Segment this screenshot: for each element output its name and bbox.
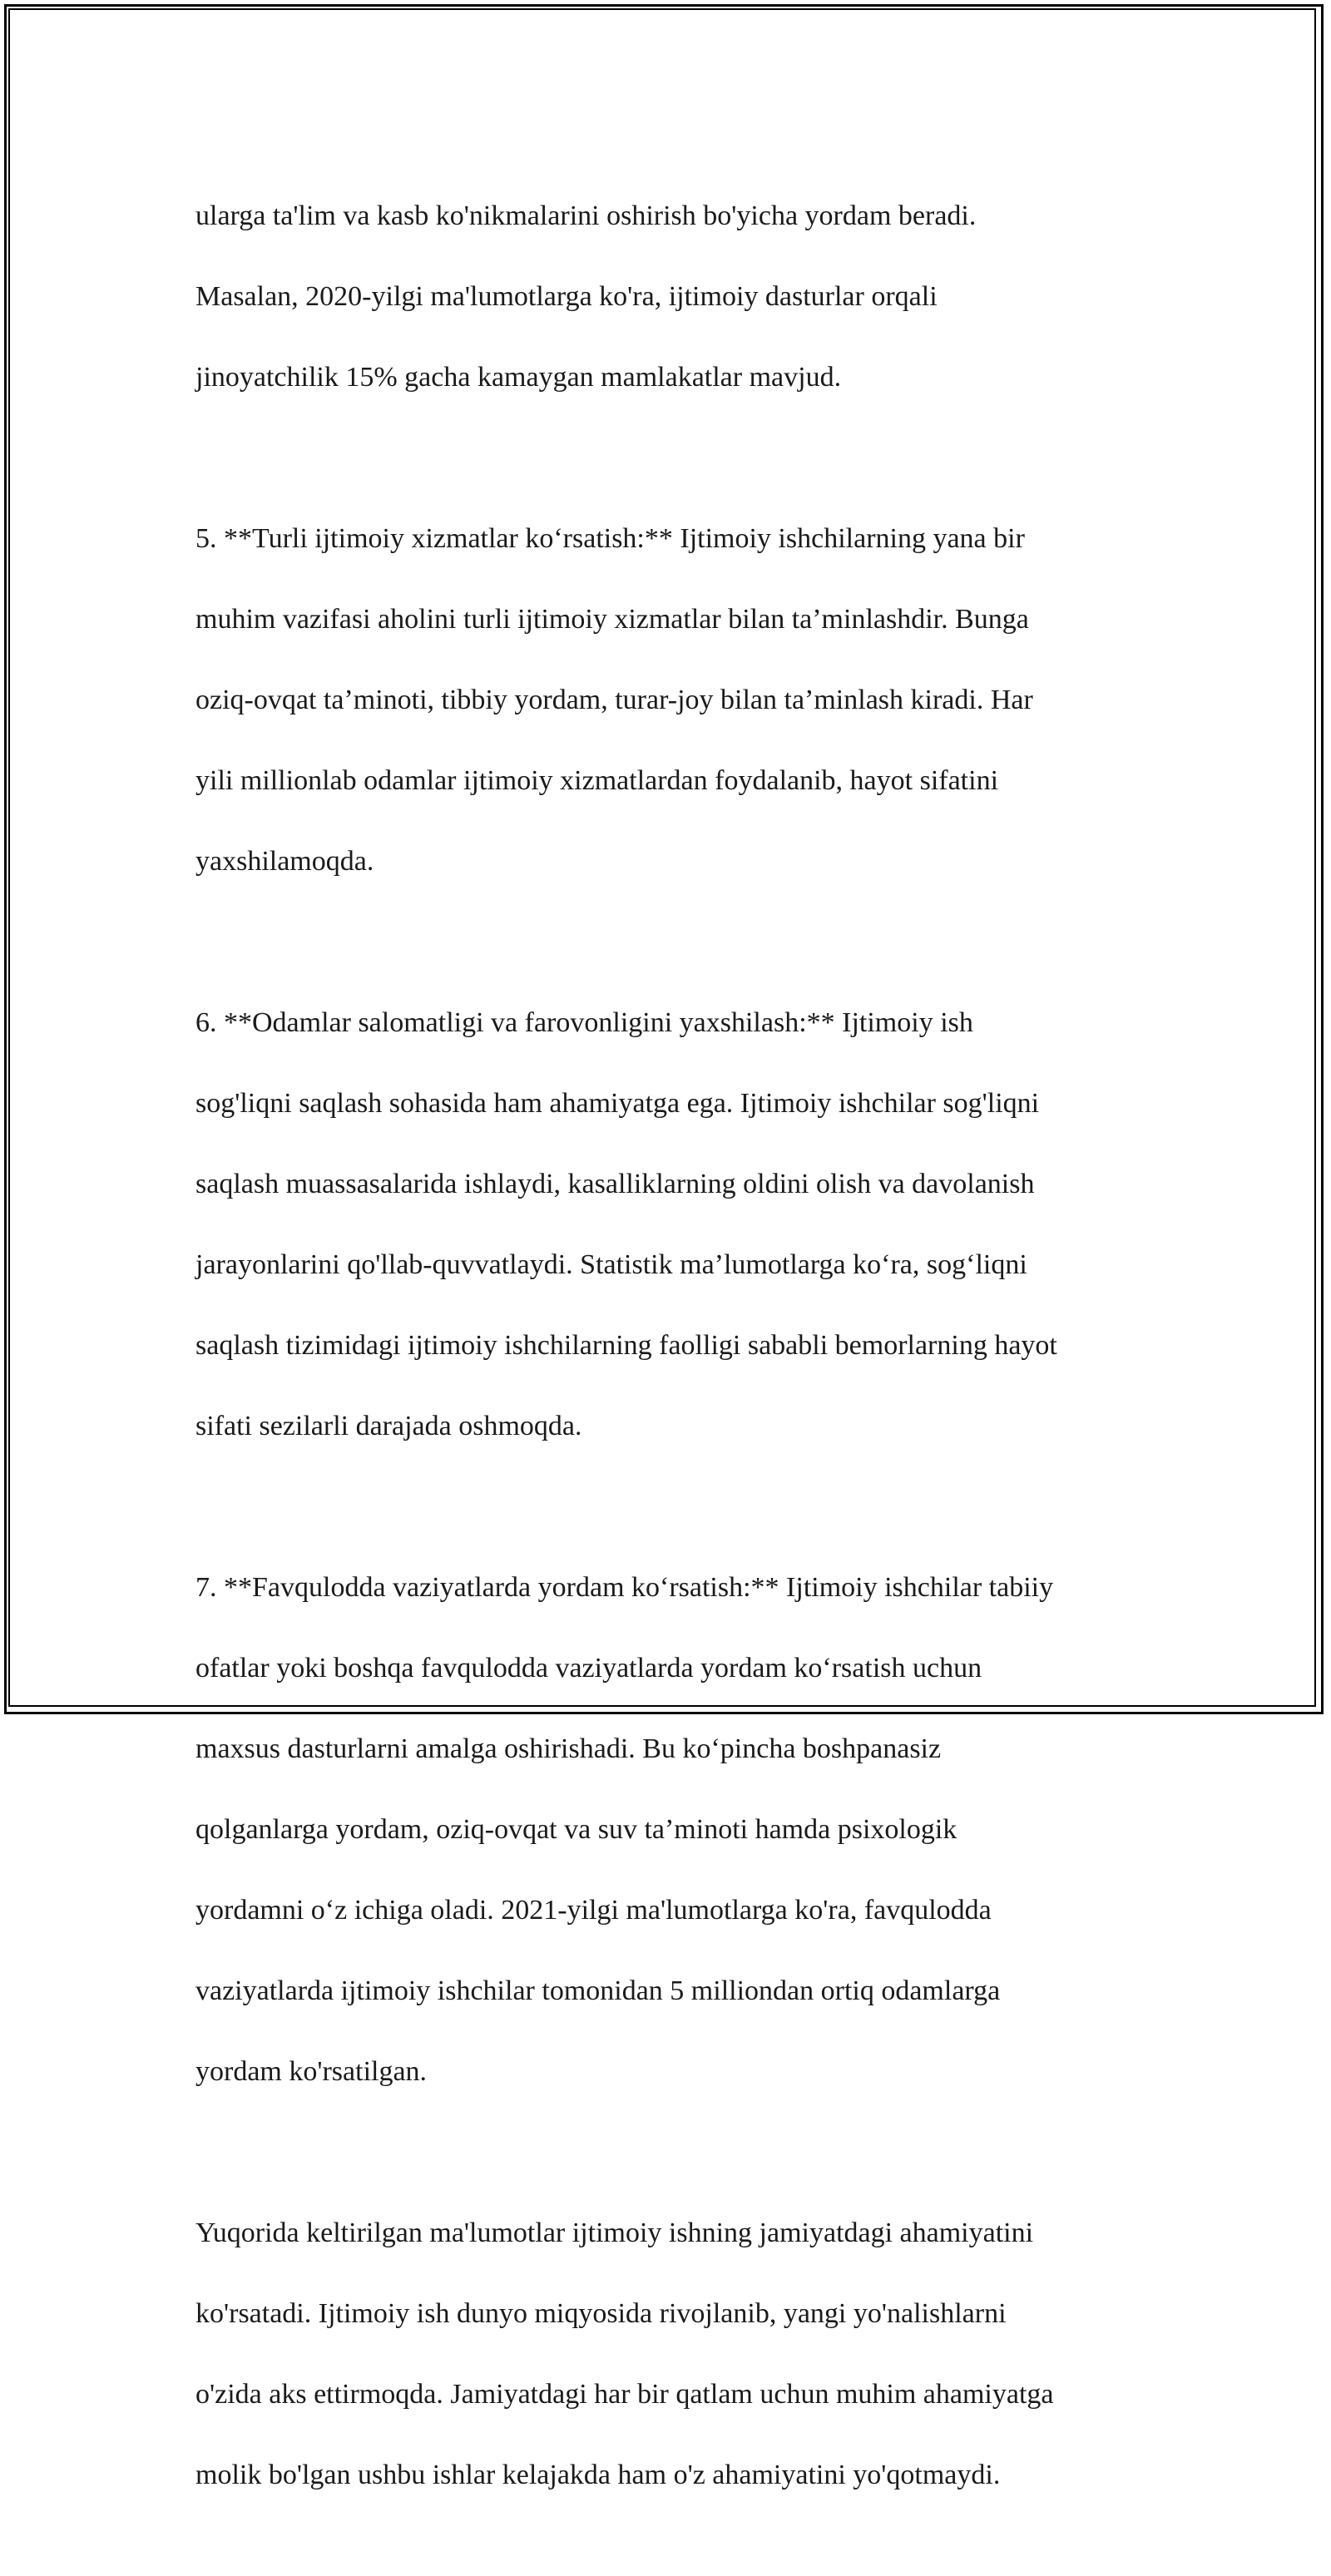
text-line: sog'liqni saqlash sohasida ham ahamiyatga ega. Ijtimoiy ishchilar sog'liqni (195, 1087, 1040, 1119)
text-line: yordam ko'rsatilgan. (195, 2055, 428, 2087)
text-line: sifati sezilarli darajada oshmoqda. (195, 1410, 582, 1441)
text-line: ofatlar yoki boshqa favqulodda vaziyatlarda yordam ko‘rsatish uchun (195, 1652, 982, 1684)
text-line: o'zida aks ettirmoqda. Jamiyatdagi har bir qatlam uchun muhim ahamiyatga (195, 2378, 1054, 2410)
document-body (195, 156, 1136, 2576)
text-line: molik bo'lgan ushbu ishlar kelajakda ham o'z ahamiyatini yo'qotmaydi. (195, 2459, 1001, 2490)
text-line: yordamni o‘z ichiga oladi. 2021-yilgi ma'lumotlarga ko'ra, favqulodda (195, 1894, 992, 1926)
text-line: maxsus dasturlarni amalga oshirishadi. Bu ko‘pincha boshpanasiz (195, 1733, 942, 1764)
text-line: Yuqorida keltirilgan ma'lumotlar ijtimoiy ishning jamiyatdagi ahamiyatini (195, 2217, 1034, 2248)
text-line: 5. **Turli ijtimoiy xizmatlar ko‘rsatish:** Ijtimoiy ishchilarning yana bir (195, 522, 1025, 554)
text-line: saqlash muassasalarida ishlaydi, kasalliklarning oldini olish va davolanish (195, 1168, 1035, 1199)
text-line: muhim vazifasi aholini turli ijtimoiy xizmatlar bilan ta’minlashdir. Bunga (195, 603, 1029, 635)
paragraph-conclusion (195, 2173, 1136, 2536)
text-line: saqlash tizimidagi ijtimoiy ishchilarning faolligi sababli bemorlarning hayot (195, 1329, 1057, 1361)
text-line: ularga ta'lim va kasb ko'nikmalarini oshirish bo'yicha yordam beradi. (195, 200, 977, 231)
text-line: jarayonlarini qo'llab-quvvatlaydi. Statistik ma’lumotlarga ko‘ra, sog‘liqni (195, 1248, 1027, 1280)
text-line: yaxshilamoqda. (195, 845, 374, 877)
text-line: yili millionlab odamlar ijtimoiy xizmatlardan foydalanib, hayot sifatini (195, 764, 999, 796)
paragraph-item-7 (195, 1527, 1136, 2133)
paragraph-intro-continuation (195, 156, 1136, 438)
text-line: 7. **Favqulodda vaziyatlarda yordam ko‘rsatish:** Ijtimoiy ishchilar tabiiy (195, 1571, 1054, 1603)
paragraph-item-5 (195, 478, 1136, 922)
text-line: oziq-ovqat ta’minoti, tibbiy yordam, turar-joy bilan ta’minlash kiradi. Har (195, 684, 1033, 715)
text-line: qolganlarga yordam, oziq-ovqat va suv ta’minoti hamda psixologik (195, 1813, 957, 1845)
text-line: 6. **Odamlar salomatligi va farovonligini yaxshilash:** Ijtimoiy ish (195, 1006, 973, 1038)
paragraph-item-6 (195, 962, 1136, 1487)
text-line: Masalan, 2020-yilgi ma'lumotlarga ko'ra, ijtimoiy dasturlar orqali (195, 280, 938, 312)
text-line: vaziyatlarda ijtimoiy ishchilar tomonidan 5 milliondan ortiq odamlarga (195, 1975, 1001, 2006)
text-line: jinoyatchilik 15% gacha kamaygan mamlakatlar mavjud. (195, 361, 842, 393)
text-line: ko'rsatadi. Ijtimoiy ish dunyo miqyosida rivojlanib, yangi yo'nalishlarni (195, 2297, 1007, 2329)
